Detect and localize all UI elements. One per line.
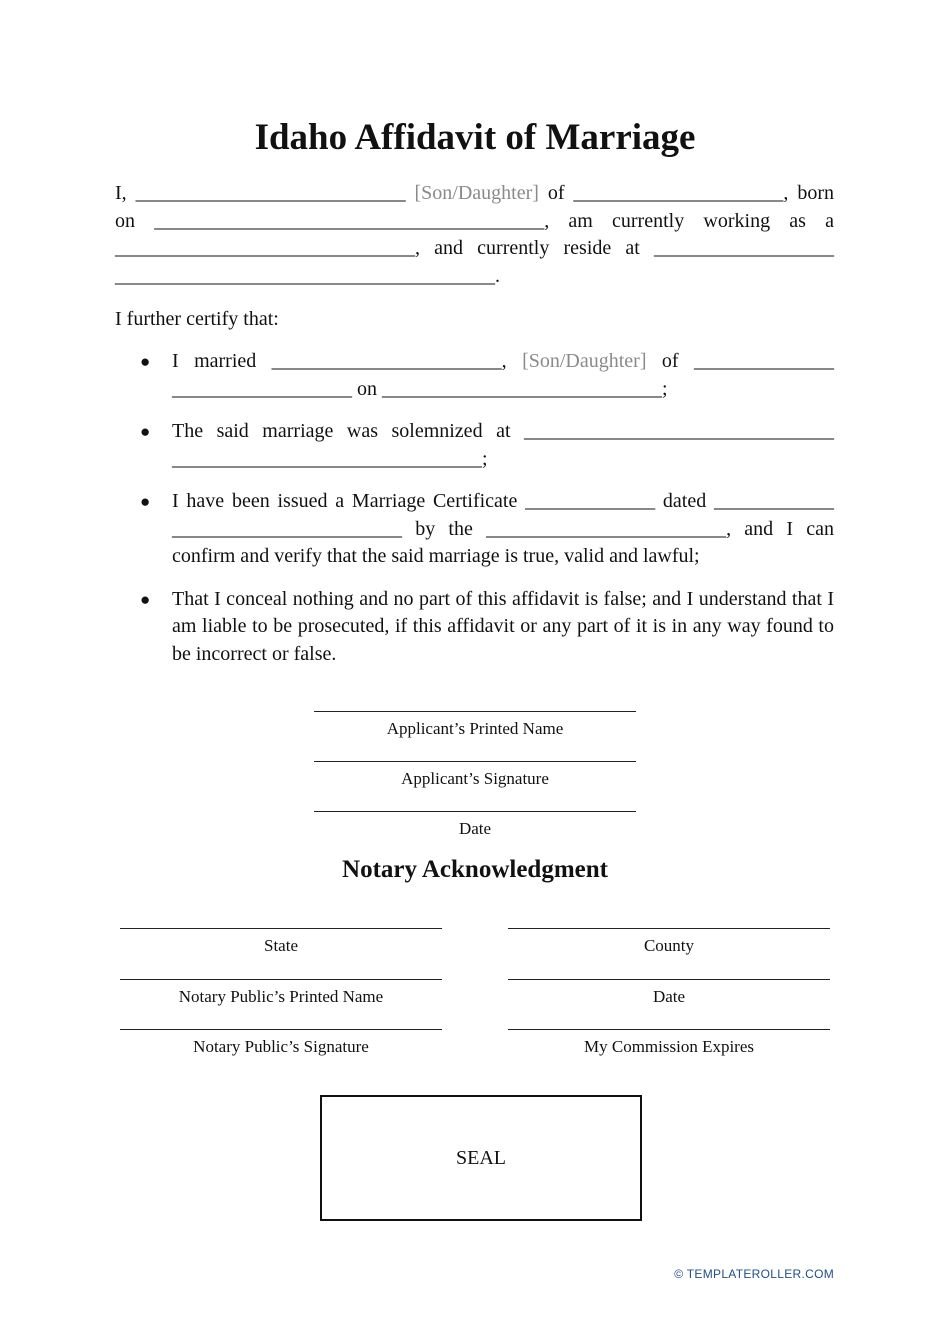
seal-label: SEAL (456, 1146, 506, 1169)
signature-line (314, 761, 636, 762)
signature-line (314, 711, 636, 712)
list-item (140, 586, 834, 669)
applicant-date-field (314, 811, 636, 839)
commission-expires-field (508, 1029, 830, 1057)
notary-printed-name-field (120, 979, 442, 1007)
bullet-text-1: That I conceal nothing and no part of this affidavit is false; and I understand that I am liable to be prosecuted, if this affidavit or any part of it is in any way found to be incorrect or false. (172, 587, 834, 665)
bullet-text-1: I have been issued a Marriage Certificate _____________ dated ____________ _______________________ by the ________________________, and I can confirm and verify that the said marriage is true, valid and lawful; (172, 490, 834, 567)
field-label: State (264, 936, 298, 955)
notary-heading: Notary Acknowledgment (342, 856, 608, 883)
notary-state-field (120, 928, 442, 956)
certification-list (140, 348, 834, 683)
bullet-icon: ● (140, 589, 151, 609)
bullet-icon: ● (140, 352, 151, 371)
intro-text-2: of _____________________, born on _______________________________________, am currently working as a ______________________________, and currently reside at __________________ ______________________________________. (115, 182, 834, 287)
footer-link[interactable]: © TEMPLATEROLLER.COM (674, 1267, 834, 1281)
signature-line (314, 811, 636, 812)
list-item (140, 488, 834, 571)
bullet-icon: ● (140, 492, 151, 511)
seal-box (320, 1095, 642, 1221)
signature-line (508, 979, 830, 980)
bullet-text-1: I married _______________________, (172, 350, 523, 372)
son-daughter-placeholder: [Son/Daughter] (522, 350, 647, 372)
applicant-printed-name-field (314, 711, 636, 739)
list-item (140, 418, 834, 473)
field-label: Date (458, 819, 492, 838)
signature-line (120, 1029, 442, 1030)
signature-line (508, 928, 830, 929)
list-item (140, 348, 834, 403)
field-label: Applicant’s Signature (401, 769, 549, 788)
applicant-signature-field (314, 761, 636, 789)
certify-heading: I further certify that: (115, 308, 279, 330)
notary-county-field (508, 928, 830, 956)
field-label: Date (652, 987, 686, 1006)
bullet-text-1: The said marriage was solemnized at _______________________________ _______________________________; (172, 420, 834, 470)
notary-date-field (508, 979, 830, 1007)
field-label: Applicant’s Printed Name (386, 719, 564, 738)
son-daughter-placeholder: [Son/Daughter] (414, 182, 539, 204)
field-label: County (643, 936, 695, 955)
signature-line (120, 979, 442, 980)
signature-line (120, 928, 442, 929)
intro-text-1: I, ___________________________ (115, 182, 415, 204)
field-label: Notary Public’s Printed Name (178, 987, 384, 1006)
bullet-text-2: of ______________ __________________ on ____________________________; (172, 350, 834, 400)
field-label: Notary Public’s Signature (193, 1037, 369, 1056)
bullet-icon: ● (140, 422, 151, 441)
signature-line (508, 1029, 830, 1030)
notary-signature-field (120, 1029, 442, 1057)
intro-paragraph (115, 180, 834, 290)
document-title: Idaho Affidavit of Marriage (254, 117, 696, 158)
field-label: My Commission Expires (583, 1037, 754, 1056)
